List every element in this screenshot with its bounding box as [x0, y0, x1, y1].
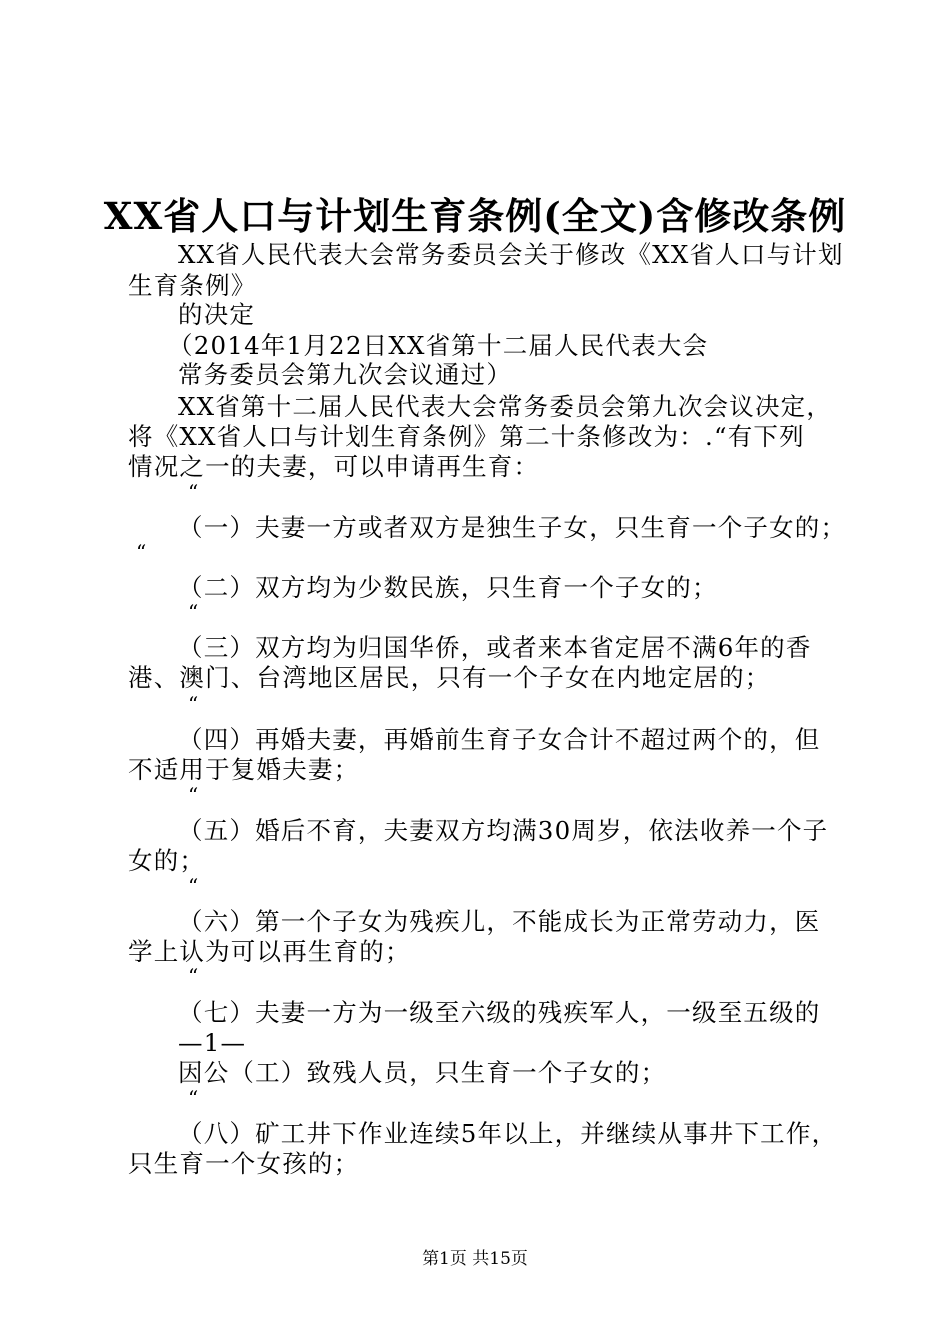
quote-mark: “: [188, 600, 199, 624]
quote-mark: “: [188, 783, 199, 807]
text-line: 的决定: [178, 300, 256, 329]
quote-mark: “: [188, 964, 199, 988]
text-line: 学上认为可以再生育的；: [128, 937, 411, 966]
text-line: 女的；: [128, 846, 206, 875]
text-line: 因公（工）致残人员，只生育一个子女的；: [178, 1058, 667, 1087]
text-line: （四）再婚夫妻，再婚前生育子女合计不超过两个的，但: [178, 725, 821, 754]
quote-mark: “: [188, 1086, 199, 1110]
text-line: （八）矿工井下作业连续5年以上，并继续从事井下工作，: [178, 1119, 838, 1148]
text-line: （二）双方均为少数民族，只生育一个子女的；: [178, 573, 718, 602]
text-line: （2014年1月22日XX省第十二届人民代表大会: [168, 331, 709, 360]
quote-mark: “: [188, 692, 199, 716]
text-line: （一）夫妻一方或者双方是独生子女，只生育一个子女的；: [178, 513, 847, 542]
quote-mark: “: [188, 874, 199, 898]
text-line: 将《XX省人口与计划生育条例》第二十条修改为：.“有下列: [128, 422, 805, 451]
text-line: （三）双方均为归国华侨，或者来本省定居不满6年的香: [178, 633, 812, 662]
quote-mark: “: [188, 480, 199, 504]
text-line: XX省人民代表大会常务委员会关于修改《XX省人口与计划: [178, 240, 844, 269]
text-line: 不适用于复婚夫妻；: [128, 755, 360, 784]
text-line: 生育条例》: [128, 271, 257, 300]
text-line: XX省第十二届人民代表大会常务委员会第九次会议决定，: [178, 392, 833, 421]
text-line: （六）第一个子女为残疾儿，不能成长为正常劳动力，医: [178, 907, 821, 936]
page-footer: 第1页 共15页: [422, 1249, 528, 1269]
text-line: 情况之一的夫妻，可以申请再生育：: [128, 452, 540, 481]
text-line: 常务委员会第九次会议通过）: [178, 360, 513, 389]
text-line: 只生育一个女孩的；: [128, 1149, 360, 1178]
text-line: （五）婚后不育，夫妻双方均满30周岁，依法收养一个子: [178, 816, 829, 845]
quote-mark: “: [136, 540, 147, 564]
page-marker: —1—: [178, 1028, 247, 1057]
text-line: 港、澳门、台湾地区居民，只有一个子女在内地定居的；: [128, 663, 771, 692]
text-line: （七）夫妻一方为一级至六级的残疾军人，一级至五级的: [178, 998, 821, 1027]
document-title: XX省人口与计划生育条例(全文)含修改条例: [103, 194, 847, 238]
